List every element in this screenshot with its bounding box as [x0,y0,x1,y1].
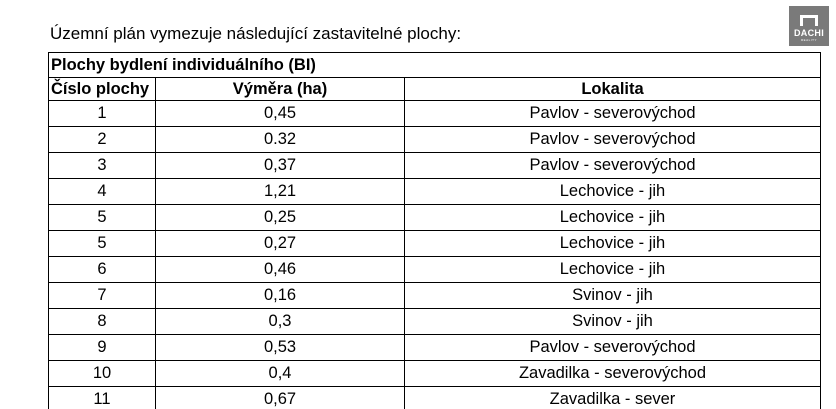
table-row [49,205,821,231]
cell-locality: Lechovice - jih [405,205,821,231]
cell-plot-number: 3 [49,153,156,179]
cell-plot-number: 10 [49,361,156,387]
table-row [49,179,821,205]
cell-area: 0,37 [156,153,405,179]
table-row [49,283,821,309]
cell-area: 0,27 [156,231,405,257]
cell-locality: Svinov - jih [405,283,821,309]
logo-subtext: REALITY [800,38,817,42]
table-row [49,387,821,409]
cell-area: 0,67 [156,387,405,409]
cell-plot-number: 7 [49,283,156,309]
cell-plot-number: 2 [49,127,156,153]
cell-area: 1,21 [156,179,405,205]
cell-plot-number: 4 [49,179,156,205]
cell-locality: Pavlov - severovýchod [405,101,821,127]
house-icon [800,15,818,26]
cell-area: 0,45 [156,101,405,127]
header-plot-number: Číslo plochy [49,78,156,101]
table-row [49,257,821,283]
table-row [49,127,821,153]
cell-locality: Svinov - jih [405,309,821,335]
cell-locality: Lechovice - jih [405,257,821,283]
intro-text: Územní plán vymezuje následující zastavitelné plochy: [50,24,462,43]
cell-locality: Lechovice - jih [405,179,821,205]
table-row [49,309,821,335]
cell-locality: Zavadilka - severovýchod [405,361,821,387]
cell-plot-number: 5 [49,231,156,257]
cell-plot-number: 8 [49,309,156,335]
cell-area: 0.32 [156,127,405,153]
cell-locality: Pavlov - severovýchod [405,335,821,361]
cell-locality: Lechovice - jih [405,231,821,257]
cell-area: 0,16 [156,283,405,309]
plots-table [48,52,821,409]
cell-area: 0,46 [156,257,405,283]
table-row [49,361,821,387]
cell-locality: Pavlov - severovýchod [405,127,821,153]
table-title: Plochy bydlení individuálního (BI) [49,53,821,78]
dachi-logo [789,6,829,46]
table-title-row [49,53,821,78]
logo-text: DACHI [794,28,824,38]
header-locality: Lokalita [405,78,821,101]
cell-plot-number: 9 [49,335,156,361]
cell-plot-number: 11 [49,387,156,409]
cell-area: 0,25 [156,205,405,231]
table-row [49,153,821,179]
header-area: Výměra (ha) [156,78,405,101]
table-header-row [49,78,821,101]
cell-locality: Zavadilka - sever [405,387,821,409]
cell-locality: Pavlov - severovýchod [405,153,821,179]
cell-area: 0,3 [156,309,405,335]
table-row [49,335,821,361]
table-row [49,101,821,127]
cell-area: 0,4 [156,361,405,387]
cell-plot-number: 5 [49,205,156,231]
cell-plot-number: 1 [49,101,156,127]
cell-plot-number: 6 [49,257,156,283]
table-row [49,231,821,257]
cell-area: 0,53 [156,335,405,361]
